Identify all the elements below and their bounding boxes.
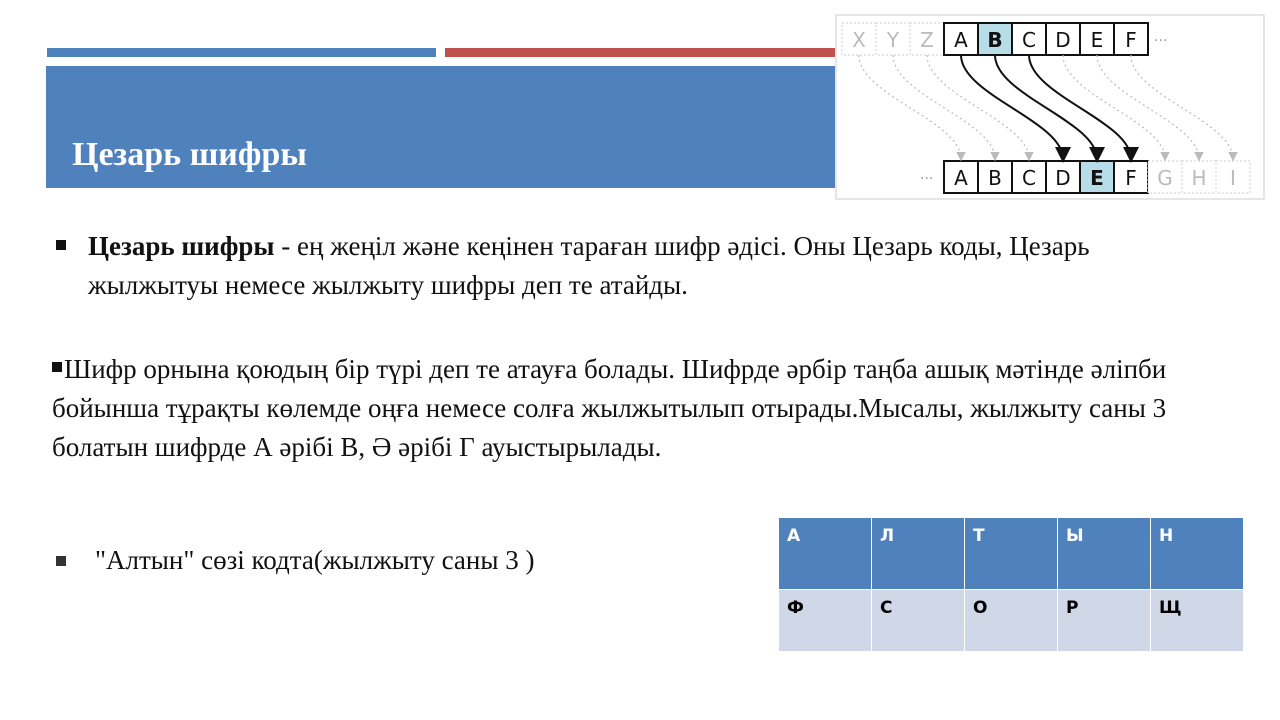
letter-label: H bbox=[1191, 166, 1207, 190]
table-header-row bbox=[779, 518, 1244, 590]
letter-label: A bbox=[954, 166, 968, 190]
letter-label: Z bbox=[920, 28, 934, 52]
title-band bbox=[46, 66, 838, 188]
ellipsis-label: ··· bbox=[920, 171, 934, 187]
letter-label: E bbox=[1090, 166, 1104, 190]
table-cell: Ы bbox=[1058, 518, 1151, 590]
letter-label: F bbox=[1125, 166, 1137, 190]
letter-label: B bbox=[987, 28, 1003, 52]
table-cell: Р bbox=[1058, 590, 1151, 652]
table-cell: Ф bbox=[779, 590, 872, 652]
letter-label: D bbox=[1055, 166, 1071, 190]
paragraph-description bbox=[52, 350, 1192, 467]
letter-label: C bbox=[1022, 28, 1036, 52]
letter-label: D bbox=[1055, 28, 1071, 52]
cipher-table bbox=[778, 517, 1244, 652]
table-cell: Н bbox=[1151, 518, 1244, 590]
letter-label: B bbox=[988, 166, 1002, 190]
letter-label: E bbox=[1090, 28, 1104, 52]
table-cell: О bbox=[965, 590, 1058, 652]
plain-alphabet-row bbox=[842, 23, 1167, 55]
paragraph-definition bbox=[88, 227, 1198, 305]
description-text: Шифр орнына қоюдың бір түрі деп те атауға болады. Шифрде әрбір таңба ашық мәтінде әліпби бойынша тұрақты көлемде оңға немесе солға жылжытылып отырады.Мысалы, жылжыту саны 3 болатын шифрде А әрібі В, Ә әрібі Г ауыстырылады. bbox=[52, 354, 1167, 462]
letter-label: G bbox=[1157, 166, 1173, 190]
table-cell: Щ bbox=[1151, 590, 1244, 652]
accent-bar-blue bbox=[47, 48, 436, 57]
ellipsis-label: ··· bbox=[1154, 33, 1168, 49]
slide-title: Цезарь шифры bbox=[72, 136, 307, 173]
paragraph-example: "Алтын" сөзі кодта(жылжыту саны 3 ) bbox=[95, 545, 535, 575]
bullet-icon bbox=[52, 362, 62, 372]
table-cell: Л bbox=[872, 518, 965, 590]
table-cell: Т bbox=[965, 518, 1058, 590]
letter-label: F bbox=[1125, 28, 1137, 52]
bullet-icon bbox=[56, 556, 66, 566]
accent-bar-red bbox=[445, 48, 840, 57]
letter-label: Y bbox=[886, 28, 900, 52]
caesar-shift-diagram bbox=[835, 14, 1265, 200]
term-bold: Цезарь шифры bbox=[88, 231, 275, 261]
bullet-icon bbox=[56, 240, 66, 250]
table-cell: С bbox=[872, 590, 965, 652]
letter-label: C bbox=[1022, 166, 1036, 190]
table-cell: А bbox=[779, 518, 872, 590]
definition-text: - ең жеңіл және кеңінен тараған шифр әдісі. Оны Цезарь коды, Цезарь жылжытуы немесе жылжыту шифры деп те атайды. bbox=[88, 231, 1090, 300]
letter-label: A bbox=[954, 28, 968, 52]
letter-label: X bbox=[852, 28, 866, 52]
cipher-alphabet-row bbox=[920, 161, 1250, 193]
table-row bbox=[779, 590, 1244, 652]
letter-label: I bbox=[1230, 166, 1236, 190]
